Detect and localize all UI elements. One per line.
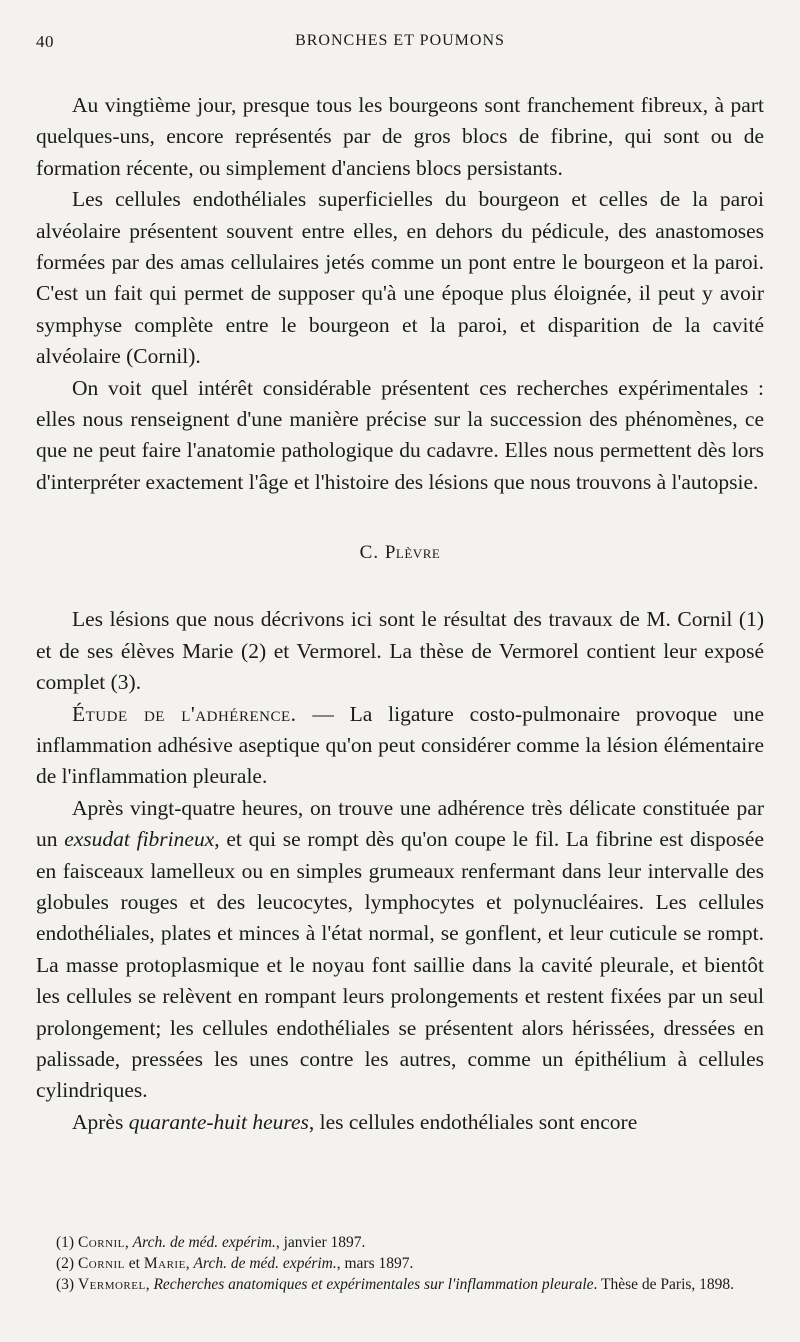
- paragraph-7: [36, 1107, 764, 1138]
- paragraph-4: Les lésions que nous décrivons ici sont le résultat des travaux de M. Cornil (1) et de ses élèves Marie (2) et Vermorel. La thèse de Vermorel contient leur exposé complet (3).: [36, 607, 764, 695]
- page-header: [36, 26, 764, 56]
- paragraph-5-text: — La ligature costo-pulmonaire provoque une inflammation adhésive aseptique qu'on peut considérer comme la lésion élémentaire de l'inflammation pleurale.: [36, 701, 765, 789]
- footnote-1-separator: ,: [124, 1234, 133, 1251]
- footnote-3-author: Vermorel: [77, 1276, 146, 1293]
- page-number: 40: [36, 32, 54, 51]
- paragraph-7-emphasis: quarante-huit heures: [128, 1109, 309, 1134]
- footnote-3-number: (3): [56, 1276, 78, 1293]
- paragraph-6-emphasis: exsudat fibrineux: [64, 827, 215, 852]
- paragraph-1: Au vingtième jour, presque tous les bourgeons sont franchement fibreux, à part quelques-uns, encore représentés par de gros blocs de fibrine, qui sont ou de formation récente, ou simplement d'anciens blocs persistants.: [36, 93, 764, 180]
- footnote-2-rest: , mars 1897.: [336, 1255, 414, 1272]
- footnote-2-separator: ,: [185, 1255, 194, 1272]
- running-title: BRONCHES ET POUMONS: [295, 32, 505, 49]
- footnote-2-author: Cornil: [77, 1255, 125, 1272]
- paragraph-2: Les cellules endothéliales superficielles du bourgeon et celles de la paroi alvéolaire présentent souvent entre elles, en dehors du pédicule, des anastomoses formées par des amas cellulaires jetés comme un pont entre le bourgeon et la paroi. C'est un fait qui permet de supposer qu'à une époque plus éloignée, il peut y avoir symphyse complète entre le bourgeon et la paroi, et disparition de la cavité alvéolaire (Cornil).: [36, 187, 764, 369]
- footnote-1-journal: Arch. de méd. expérim.: [132, 1234, 276, 1251]
- footnote-3-title: Recherches anatomiques et expérimentales sur l'inflammation pleurale: [153, 1276, 594, 1293]
- paragraph-6-part-a: Après vingt-quatre heures, on trouve une adhérence très délicate constituée par un: [36, 795, 764, 852]
- section-title: Plèvre: [384, 542, 441, 564]
- section-letter: C.: [359, 542, 380, 564]
- paragraph-5: [36, 699, 764, 793]
- footnote-3: [36, 1274, 764, 1295]
- paragraph-6: [36, 793, 764, 1107]
- section-heading: [36, 542, 764, 564]
- footnote-3-separator: ,: [145, 1276, 154, 1293]
- footnote-3-rest: . Thèse de Paris, 1898.: [593, 1276, 735, 1293]
- footnote-2-conjunction: et: [124, 1255, 144, 1272]
- paragraph-6-part-b: , et qui se rompt dès qu'on coupe le fil. La fibrine est disposée en faisceaux lamelleux ou en simples grumeaux renfermant dans leur intervalle des globules rouges et des leucocytes, lymphocytes et polynucléaires. Les cellules endothéliales, plates et minces à l'état normal, se gonflent, et leur cuticule se rompt. La masse protoplasmique et le noyau font saillie dans la cavité pleurale, et bientôt les cellules se relèvent en rompant leurs prolongements et restent fixées par un seul prolongement; les cellules endothéliales se présentent alors hérissées, dressées en palissade, pressées les unes contre les autres, comme un épithélium à cellules cylindriques.: [36, 827, 764, 1103]
- footnote-2: [36, 1253, 764, 1274]
- body-text: [36, 90, 764, 1138]
- footnote-1-rest: , janvier 1897.: [275, 1234, 366, 1251]
- footnote-2-journal: Arch. de méd. expérim.: [193, 1255, 337, 1272]
- footnote-1-author: Cornil: [77, 1234, 125, 1251]
- footnotes: [36, 1232, 764, 1295]
- footnote-2-author-2: Marie: [143, 1255, 186, 1272]
- paragraph-3: On voit quel intérêt considérable présentent ces recherches expérimentales : elles nous renseignent d'une manière précise sur la succession des phénomènes, ce que ne peut faire l'anatomie pathologique du cadavre. Elles nous permettent dès lors d'interpréter exactement l'âge et l'histoire des lésions que nous trouvons à l'autopsie.: [36, 375, 764, 494]
- paragraph-5-heading: Étude de l'adhérence.: [72, 701, 297, 726]
- paragraph-7-part-b: , les cellules endothéliales sont encore: [308, 1109, 638, 1134]
- paragraph-7-part-a: Après: [72, 1109, 129, 1134]
- footnote-1: [36, 1232, 764, 1253]
- footnote-1-number: (1): [56, 1234, 78, 1251]
- footnote-2-number: (2): [56, 1255, 78, 1272]
